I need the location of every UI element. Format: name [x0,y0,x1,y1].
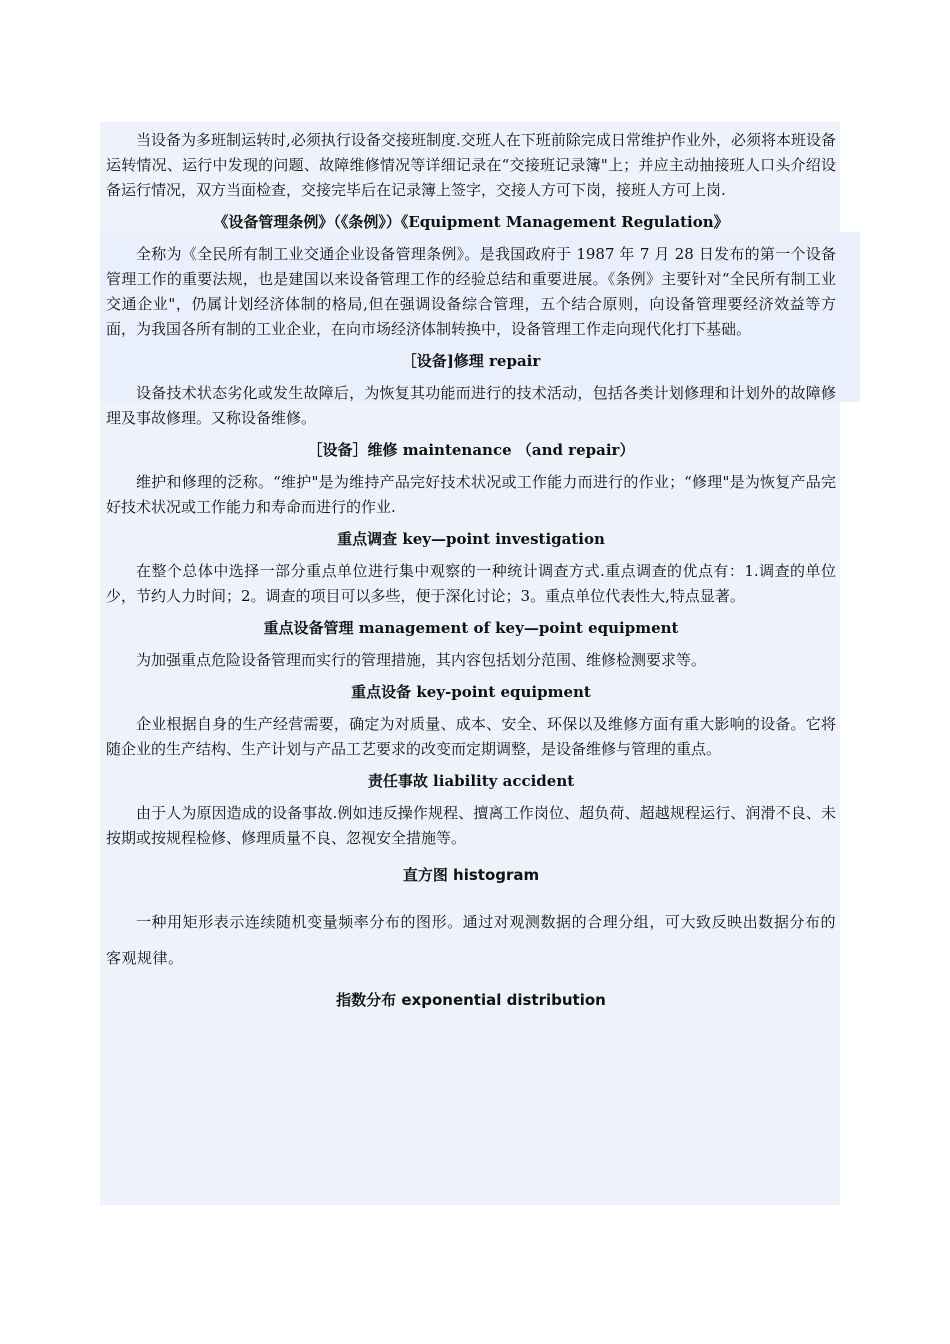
term-heading-exponential-distribution: 指数分布 exponential distribution [336,991,606,1009]
term-heading-repair: ［设备]修理 repair [401,352,541,370]
paragraph-key-equipment-management: 为加强重点危险设备管理而实行的管理措施，其内容包括划分范围、维修检测要求等。 [136,651,707,669]
term-heading-key-equipment: 重点设备 key-point equipment [351,683,591,701]
term-heading-histogram: 直方图 histogram [402,866,540,884]
term-heading-key-point-investigation: 重点调查 key—point investigation [337,530,605,548]
term-heading-liability-accident: 责任事故 liability accident [367,772,575,790]
paragraph-repair: 设备技术状态劣化或发生故障后，为恢复其功能而进行的技术活动，包括各类计划修理和计划外的故障修理及事故修理。又称设备维修。 [106,384,836,427]
paragraph-maintenance: 维护和修理的泛称。“维护"是为维持产品完好技术状况或工作能力而进行的作业；“修理"是为恢复产品完好技术状况或工作能力和寿命而进行的作业. [106,473,836,516]
term-heading-maintenance: ［设备］维修 maintenance （and repair） [307,441,635,459]
paragraph-key-point-investigation: 在整个总体中选择一部分重点单位进行集中观察的一种统计调查方式.重点调查的优点有：1.调查的单位少，节约人力时间；2。调查的项目可以多些，便于深化讨论；3。重点单位代表性大,特点显著。 [106,562,836,605]
paragraph-liability-accident: 由于人为原因造成的设备事故.例如违反操作规程、擅离工作岗位、超负荷、超越规程运行、润滑不良、未按期或按规程检修、修理质量不良、忽视安全措施等。 [106,804,836,847]
paragraph-key-equipment: 企业根据自身的生产经营需要，确定为对质量、成本、安全、环保以及维修方面有重大影响的设备。它将随企业的生产结构、生产计划与产品工艺要求的改变而定期调整，是设备维修与管理的重点。 [106,715,836,758]
paragraph-shift-handover: 当设备为多班制运转时,必须执行设备交接班制度.交班人在下班前除完成日常维护作业外，必须将本班设备运转情况、运行中发现的问题、故障维修情况等详细记录在“交接班记录簿"上；并应主动抽接班人口头介绍设备运行情况，双方当面检查，交接完毕后在记录簿上签字，交接人方可下岗，接班人方可上岗. [106,131,836,199]
term-heading-key-equipment-management: 重点设备管理 management of key—point equipment [263,619,679,637]
term-heading-regulation: 《设备管理条例》（《条例》）《Equipment Management Regulation》 [213,213,729,231]
paragraph-histogram: 一种用矩形表示连续随机变量频率分布的图形。通过对观测数据的合理分组，可大致反映出数据分布的客观规律。 [106,913,836,967]
document-page [106,128,836,1025]
paragraph-regulation: 全称为《全民所有制工业交通企业设备管理条例》。是我国政府于 1987 年 7 月 28 日发布的第一个设备管理工作的重要法规，也是建国以来设备管理工作的经验总结和重要进展。《条例》主要针对“全民所有制工业交通企业"，仍属计划经济体制的格局,但在强调设备综合管理，五个结合原则，向设备管理要经济效益等方面，为我国各所有制的工业企业，在向市场经济体制转换中，设备管理工作走向现代化打下基础。 [106,245,836,338]
